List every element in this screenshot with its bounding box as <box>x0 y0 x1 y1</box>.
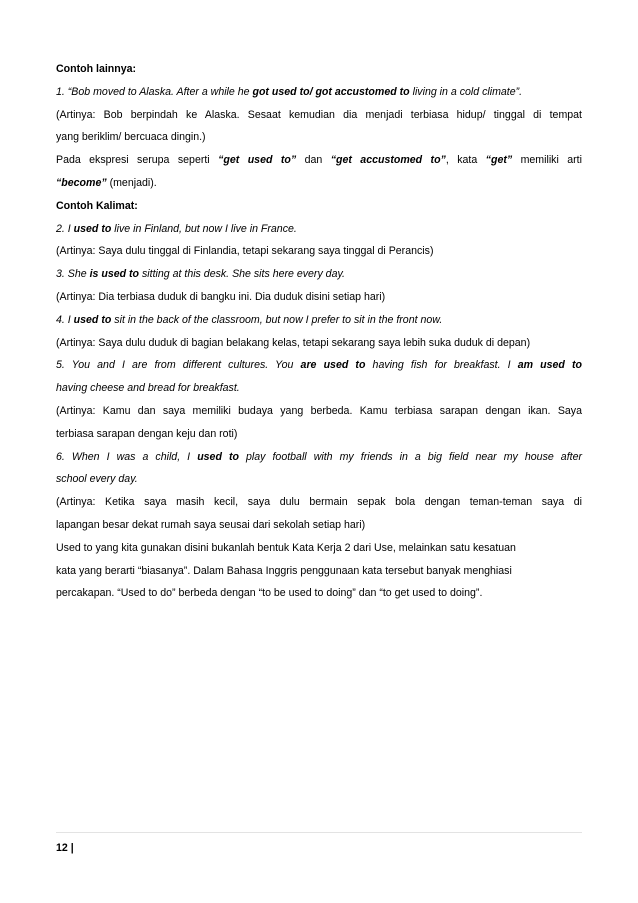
sentence-text: 3. She <box>56 268 90 281</box>
page-body <box>56 58 582 605</box>
expression-text: dan <box>296 154 331 167</box>
example-1-translation-line-2: yang beriklim/ bercuaca dingin.) <box>56 131 206 144</box>
closing-note-line-2: kata yang berarti “biasanya”. Dalam Bahasa Inggris penggunaan kata tersebut banyak menghiasi <box>56 564 512 577</box>
sentence-text: 4. I <box>56 313 74 326</box>
expression-text: (menjadi). <box>106 176 157 189</box>
sentence-text: having fish for breakfast. I <box>365 359 518 372</box>
expression-term-2: “get accustomed to” <box>330 154 446 167</box>
sentence-bold: are used to <box>300 359 366 372</box>
sentence-text: 6. When I was a child, I <box>56 450 198 463</box>
sentence-2 <box>56 218 582 241</box>
sentence-5-translation-line-2: terbiasa sarapan dengan keju dan roti) <box>56 427 238 440</box>
sentence-3-translation: (Artinya: Dia terbiasa duduk di bangku ini. Dia duduk disini setiap hari) <box>56 290 386 303</box>
sentence-6-line-1 <box>56 446 582 469</box>
expression-term-become: “become” <box>56 176 107 189</box>
sentence-text: 5. You and I are from different cultures. You <box>56 359 301 372</box>
page-footer <box>56 832 582 854</box>
expression-note-line-1 <box>56 149 582 172</box>
sentence-4 <box>56 309 582 332</box>
sentence-bold: am used to <box>517 359 583 372</box>
expression-text: , kata <box>445 154 486 167</box>
sentence-2-translation: (Artinya: Saya dulu tinggal di Finlandia, tetapi sekarang saya tinggal di Perancis) <box>56 245 434 258</box>
sentence-5-translation-line-1: (Artinya: Kamu dan saya memiliki budaya yang berbeda. Kamu terbiasa sarapan dengan ikan. Saya <box>56 404 582 417</box>
sentence-text: play football with my friends in a big field near my house after <box>238 450 583 463</box>
example-1-bold: got used to/ got accustomed to <box>252 85 410 98</box>
sentence-3 <box>56 263 582 286</box>
closing-note-line-3: percakapan. “Used to do” berbeda dengan “to be used to doing” dan “to get used to doing”. <box>56 587 483 600</box>
heading-contoh-lainnya: Contoh lainnya: <box>56 63 137 75</box>
expression-text: Pada ekspresi serupa seperti <box>56 154 219 167</box>
example-1-text: 1. “Bob moved to Alaska. After a while he <box>56 85 253 98</box>
sentence-5-line-2: having cheese and bread for breakfast. <box>56 382 240 395</box>
sentence-text: sit in the back of the classroom, but now I prefer to sit in the front now. <box>111 313 443 326</box>
expression-term-3: “get” <box>485 154 513 167</box>
example-1-translation-line-1: (Artinya: Bob berpindah ke Alaska. Sesaat kemudian dia menjadi terbiasa hidup/ tinggal di tempat <box>56 108 582 121</box>
sentence-6-line-2: school every day. <box>56 473 138 486</box>
sentence-bold: is used to <box>89 268 140 281</box>
example-1-text-end: living in a cold climate”. <box>409 85 523 98</box>
sentence-text: 2. I <box>56 222 74 235</box>
sentence-text: live in Finland, but now I live in France. <box>111 222 297 235</box>
sentence-6-translation-line-1: (Artinya: Ketika saya masih kecil, saya dulu bermain sepak bola dengan teman-teman saya di <box>56 496 582 509</box>
sentence-bold: used to <box>197 450 239 463</box>
expression-term-1: “get used to” <box>218 154 297 167</box>
sentence-text: sitting at this desk. She sits here every day. <box>139 268 345 281</box>
sentence-bold: used to <box>73 222 112 235</box>
expression-text: memiliki arti <box>512 154 582 167</box>
expression-note-line-2 <box>56 172 582 195</box>
sentence-6-translation-line-2: lapangan besar dekat rumah saya seusai dari sekolah setiap hari) <box>56 518 366 531</box>
page-number: 12 | <box>56 842 74 854</box>
sentence-4-translation: (Artinya: Saya dulu duduk di bagian belakang kelas, tetapi sekarang saya lebih suka duduk di depan) <box>56 336 531 349</box>
heading-contoh-kalimat: Contoh Kalimat: <box>56 199 138 212</box>
closing-note-line-1: Used to yang kita gunakan disini bukanlah bentuk Kata Kerja 2 dari Use, melainkan satu kesatuan <box>56 541 516 554</box>
sentence-bold: used to <box>73 313 112 326</box>
sentence-5-line-1 <box>56 354 582 377</box>
example-1 <box>56 81 582 104</box>
